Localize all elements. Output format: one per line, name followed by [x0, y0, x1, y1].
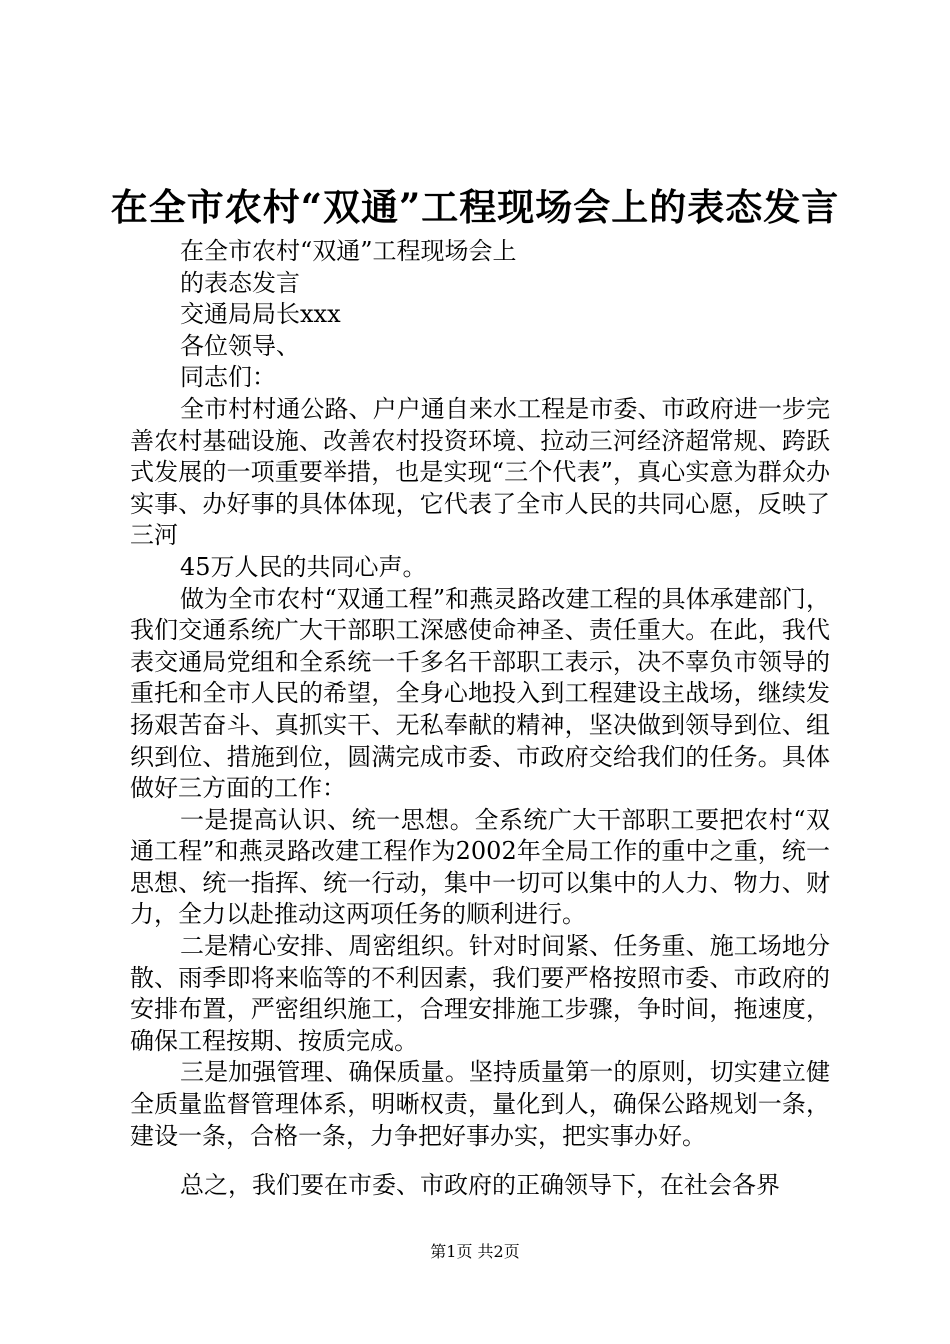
subtitle-line-2: 的表态发言: [180, 268, 300, 297]
page-number-footer: 第1页 共2页: [430, 1242, 520, 1261]
salutation-line-2: 同志们：: [180, 363, 276, 392]
paragraph-6: 三是加强管理、确保质量。坚持质量第一的原则，切实建立健全质量监督管理体系，明晰权责，量化到人，确保公路规划一条，建设一条，合格一条，力争把好事办实，把实事办好。: [130, 1058, 830, 1150]
paragraph-5: 二是精心安排、周密组织。针对时间紧、任务重、施工场地分散、雨季即将来临等的不利因素，我们要严格按照市委、市政府的安排布置，严密组织施工，合理安排施工步骤，争时间，拖速度，确保工程按期、按质完成。: [130, 932, 830, 1055]
paragraph-1: 全市村村通公路、户户通自来水工程是市委、市政府进一步完善农村基础设施、改善农村投资环境、拉动三河经济超常规、跨跃式发展的一项重要举措，也是实现“三个代表”，真心实意为群众办实事、办好事的具体体现，它代表了全市人民的共同心愿，反映了三河: [130, 394, 830, 550]
paragraph-spacer: [130, 1152, 830, 1170]
paragraph-2: 45万人民的共同心声。: [180, 552, 427, 581]
salutation-line-1: 各位领导、: [180, 331, 300, 360]
document-body: [130, 236, 830, 1202]
author-line: 交通局局长xxx: [180, 300, 341, 329]
paragraph-3: 做为全市农村“双通工程”和燕灵路改建工程的具体承建部门，我们交通系统广大干部职工深感使命神圣、责任重大。在此，我代表交通局党组和全系统一千多名干部职工表示，决不辜负市领导的重托和全市人民的希望，全身心地投入到工程建设主战场，继续发扬艰苦奋斗、真抓实干、无私奉献的精神，坚决做到领导到位、组织到位、措施到位，圆满完成市委、市政府交给我们的任务。具体做好三方面的工作：: [130, 584, 830, 803]
subtitle-line-1: 在全市农村“双通”工程现场会上: [180, 237, 517, 265]
paragraph-7: 总之，我们要在市委、市政府的正确领导下，在社会各界: [180, 1171, 780, 1200]
paragraph-4: 一是提高认识、统一思想。全系统广大干部职工要把农村“双通工程”和燕灵路改建工程作为2002年全局工作的重中之重，统一思想、统一指挥、统一行动，集中一切可以集中的人力、物力、财力，全力以赴推动这两项任务的顺利进行。: [130, 805, 830, 929]
document-title: 在全市农村“双通”工程现场会上的表态发言: [110, 185, 840, 229]
